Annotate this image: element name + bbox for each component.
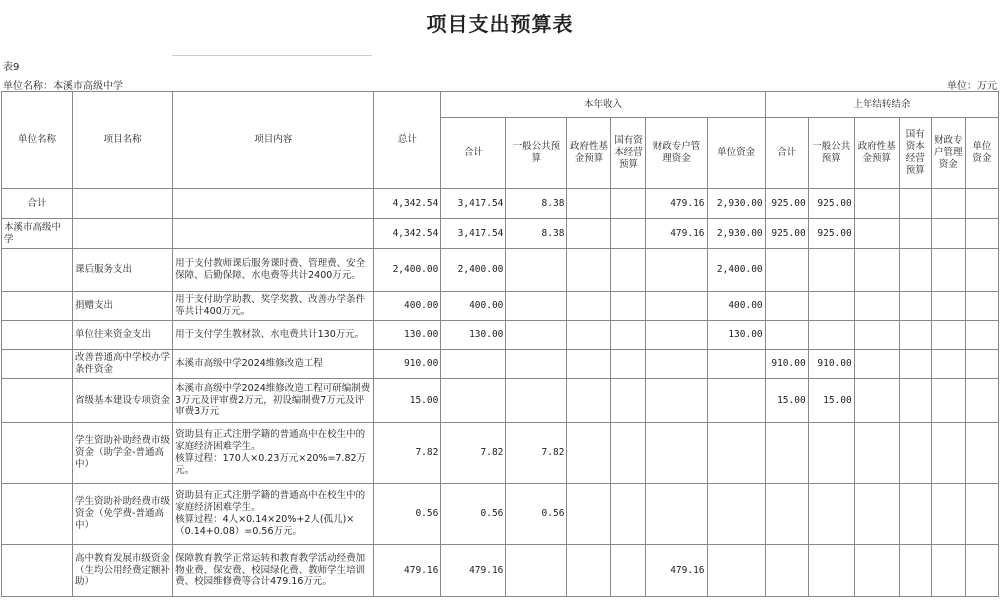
header-current-income: 本年收入 bbox=[441, 92, 765, 118]
cell-amount: 3,417.54 bbox=[441, 219, 506, 249]
cell-amount bbox=[646, 321, 707, 350]
cell-amount: 0.56 bbox=[374, 484, 441, 545]
cell-amount bbox=[611, 379, 646, 423]
cell-amount bbox=[707, 484, 765, 545]
cell-amount bbox=[611, 484, 646, 545]
cell-amount: 479.16 bbox=[646, 219, 707, 249]
cell-project-content: 用于支付教师课后服务课时费、管理费、安全保障、后勤保障、水电费等共计2400万元。 bbox=[173, 249, 374, 292]
cell-amount bbox=[567, 423, 611, 484]
cell-project-content: 本溪市高级中学2024维修改造工程 bbox=[173, 350, 374, 379]
cell-amount: 400.00 bbox=[374, 292, 441, 321]
cell-amount bbox=[765, 423, 808, 484]
cell-amount bbox=[611, 321, 646, 350]
table-row bbox=[2, 189, 999, 219]
cell-amount: 925.00 bbox=[808, 189, 854, 219]
header-sub: 单位资金 bbox=[965, 118, 998, 189]
header-project-name: 项目名称 bbox=[73, 92, 173, 189]
table-row bbox=[2, 219, 999, 249]
table-row bbox=[2, 249, 999, 292]
cell-amount bbox=[931, 423, 965, 484]
cell-amount: 400.00 bbox=[707, 292, 765, 321]
cell-project-name: 学生资助补助经费市级资金（免学费-普通高中） bbox=[73, 484, 173, 545]
cell-amount bbox=[567, 189, 611, 219]
cell-amount: 8.38 bbox=[506, 219, 567, 249]
cell-project-name: 学生资助补助经费市级资金（助学金-普通高中） bbox=[73, 423, 173, 484]
cell-amount bbox=[965, 292, 998, 321]
cell-amount bbox=[931, 350, 965, 379]
cell-amount bbox=[611, 545, 646, 597]
header-sub: 单位资金 bbox=[707, 118, 765, 189]
cell-amount bbox=[965, 189, 998, 219]
cell-amount bbox=[808, 321, 854, 350]
cell-project-content: 资助县有正式注册学籍的普通高中在校生中的家庭经济困难学生。 核算过程：170人×0.23万元×20%=7.82万元。 bbox=[173, 423, 374, 484]
cell-amount bbox=[646, 292, 707, 321]
header-sub: 合计 bbox=[765, 118, 808, 189]
cell-amount bbox=[808, 249, 854, 292]
cell-amount bbox=[965, 249, 998, 292]
cell-amount: 910.00 bbox=[765, 350, 808, 379]
cell-amount: 4,342.54 bbox=[374, 219, 441, 249]
cell-amount bbox=[854, 545, 899, 597]
cell-amount bbox=[899, 350, 931, 379]
unit-name-label: 单位名称：本溪市高级中学 bbox=[3, 81, 123, 92]
cell-unit-name bbox=[2, 249, 73, 292]
cell-amount bbox=[808, 292, 854, 321]
cell-amount bbox=[611, 350, 646, 379]
table-row bbox=[2, 379, 999, 423]
cell-amount bbox=[646, 350, 707, 379]
cell-project-name bbox=[73, 219, 173, 249]
cell-amount bbox=[854, 484, 899, 545]
cell-amount bbox=[931, 189, 965, 219]
cell-unit-name bbox=[2, 321, 73, 350]
header-total: 总计 bbox=[374, 92, 441, 189]
cell-amount bbox=[611, 292, 646, 321]
cell-amount bbox=[646, 484, 707, 545]
budget-table bbox=[1, 91, 999, 597]
cell-amount: 130.00 bbox=[441, 321, 506, 350]
cell-amount: 7.82 bbox=[374, 423, 441, 484]
header-sub: 政府性基金预算 bbox=[567, 118, 611, 189]
cell-amount bbox=[931, 321, 965, 350]
cell-amount: 400.00 bbox=[441, 292, 506, 321]
cell-amount bbox=[965, 484, 998, 545]
cell-amount bbox=[567, 321, 611, 350]
cell-unit-name bbox=[2, 484, 73, 545]
header-sub: 财政专户管理资金 bbox=[931, 118, 965, 189]
cell-amount bbox=[611, 249, 646, 292]
cell-project-content: 保障教育教学正常运转和教育教学活动经费加物业费、保安费、校园绿化费、教师学生培训费、校园维修费等合计479.16万元。 bbox=[173, 545, 374, 597]
page-title: 项目支出预算表 bbox=[426, 12, 574, 36]
header-project-content: 项目内容 bbox=[173, 92, 374, 189]
cell-unit-name bbox=[2, 292, 73, 321]
cell-amount bbox=[707, 379, 765, 423]
cell-amount bbox=[965, 321, 998, 350]
cell-amount: 910.00 bbox=[808, 350, 854, 379]
cell-amount bbox=[931, 292, 965, 321]
cell-amount: 7.82 bbox=[506, 423, 567, 484]
cell-amount bbox=[808, 545, 854, 597]
cell-amount bbox=[567, 545, 611, 597]
cell-unit-name bbox=[2, 379, 73, 423]
table-row bbox=[2, 545, 999, 597]
cell-unit-name: 本溪市高级中学 bbox=[2, 219, 73, 249]
cell-project-name: 单位往来资金支出 bbox=[73, 321, 173, 350]
cell-amount: 3,417.54 bbox=[441, 189, 506, 219]
cell-amount bbox=[506, 321, 567, 350]
cell-amount bbox=[965, 350, 998, 379]
cell-amount bbox=[899, 484, 931, 545]
cell-amount bbox=[931, 379, 965, 423]
cell-amount: 130.00 bbox=[707, 321, 765, 350]
cell-project-name: 省级基本建设专项资金 bbox=[73, 379, 173, 423]
table-row bbox=[2, 484, 999, 545]
cell-amount bbox=[965, 545, 998, 597]
cell-amount bbox=[506, 545, 567, 597]
cell-unit-name bbox=[2, 545, 73, 597]
cell-amount bbox=[854, 350, 899, 379]
cell-amount: 925.00 bbox=[765, 219, 808, 249]
cell-amount: 910.00 bbox=[374, 350, 441, 379]
cell-amount: 15.00 bbox=[374, 379, 441, 423]
cell-amount bbox=[506, 292, 567, 321]
cell-amount: 2,930.00 bbox=[707, 219, 765, 249]
cell-amount: 2,400.00 bbox=[374, 249, 441, 292]
cell-amount bbox=[765, 249, 808, 292]
cell-amount bbox=[854, 219, 899, 249]
cell-amount: 925.00 bbox=[765, 189, 808, 219]
cell-amount bbox=[808, 423, 854, 484]
cell-amount bbox=[567, 219, 611, 249]
cell-amount bbox=[965, 423, 998, 484]
cell-amount bbox=[765, 321, 808, 350]
cell-project-name: 课后服务支出 bbox=[73, 249, 173, 292]
cell-amount bbox=[899, 292, 931, 321]
cell-amount: 479.16 bbox=[646, 189, 707, 219]
cell-amount bbox=[854, 423, 899, 484]
cell-amount bbox=[854, 189, 899, 219]
cell-project-content: 用于支付学生教材款、水电费共计130万元。 bbox=[173, 321, 374, 350]
cell-amount bbox=[931, 484, 965, 545]
cell-project-content bbox=[173, 189, 374, 219]
cell-amount bbox=[899, 423, 931, 484]
cell-amount bbox=[899, 379, 931, 423]
cell-amount bbox=[765, 484, 808, 545]
header-row-1 bbox=[2, 92, 999, 118]
cell-amount bbox=[707, 350, 765, 379]
header-sub: 政府性基金预算 bbox=[854, 118, 899, 189]
table-row bbox=[2, 292, 999, 321]
cell-amount bbox=[441, 350, 506, 379]
cell-amount bbox=[899, 189, 931, 219]
table-number: 表9 bbox=[3, 62, 20, 73]
cell-amount: 15.00 bbox=[808, 379, 854, 423]
cell-amount bbox=[611, 219, 646, 249]
table-row bbox=[2, 321, 999, 350]
cell-amount bbox=[567, 350, 611, 379]
cell-project-content bbox=[173, 219, 374, 249]
cell-amount bbox=[808, 484, 854, 545]
cell-amount bbox=[854, 249, 899, 292]
cell-amount bbox=[646, 423, 707, 484]
cell-project-content: 用于支付助学助教、奖学奖教、改善办学条件等共计400万元。 bbox=[173, 292, 374, 321]
cell-amount: 8.38 bbox=[506, 189, 567, 219]
cell-amount bbox=[899, 249, 931, 292]
table-row bbox=[2, 350, 999, 379]
cell-project-name: 改善普通高中学校办学条件资金 bbox=[73, 350, 173, 379]
cell-amount bbox=[441, 379, 506, 423]
cell-amount bbox=[854, 292, 899, 321]
cell-amount: 479.16 bbox=[374, 545, 441, 597]
cell-amount bbox=[611, 423, 646, 484]
cell-unit-name bbox=[2, 350, 73, 379]
cell-amount bbox=[567, 484, 611, 545]
cell-project-content: 资助县有正式注册学籍的普通高中在校生中的家庭经济困难学生。 核算过程：4人×0.14×20%+2人(孤儿)×（0.14+0.08）=0.56万元。 bbox=[173, 484, 374, 545]
cell-amount: 15.00 bbox=[765, 379, 808, 423]
cell-amount bbox=[506, 350, 567, 379]
cell-amount bbox=[931, 219, 965, 249]
cell-amount bbox=[931, 545, 965, 597]
unit-of-measure: 单位：万元 bbox=[947, 81, 997, 92]
cell-amount bbox=[646, 379, 707, 423]
table-row bbox=[2, 423, 999, 484]
header-sub: 国有资本经营预算 bbox=[899, 118, 931, 189]
header-sub: 国有资本经营预算 bbox=[611, 118, 646, 189]
cell-amount bbox=[506, 379, 567, 423]
header-carryover: 上年结转结余 bbox=[765, 92, 998, 118]
cell-project-name: 捐赠支出 bbox=[73, 292, 173, 321]
cell-unit-name: 合计 bbox=[2, 189, 73, 219]
cell-amount bbox=[707, 423, 765, 484]
cell-amount bbox=[611, 189, 646, 219]
cell-amount bbox=[899, 545, 931, 597]
cell-amount: 0.56 bbox=[506, 484, 567, 545]
cell-amount bbox=[854, 379, 899, 423]
header-unit-name: 单位名称 bbox=[2, 92, 73, 189]
cell-amount: 925.00 bbox=[808, 219, 854, 249]
cell-amount bbox=[567, 292, 611, 321]
cell-unit-name bbox=[2, 423, 73, 484]
cell-amount: 2,930.00 bbox=[707, 189, 765, 219]
cell-amount bbox=[707, 545, 765, 597]
cell-amount bbox=[765, 292, 808, 321]
cell-amount bbox=[506, 249, 567, 292]
cell-amount: 4,342.54 bbox=[374, 189, 441, 219]
cell-amount bbox=[899, 219, 931, 249]
cell-amount: 2,400.00 bbox=[707, 249, 765, 292]
cell-project-name: 高中教育发展市级资金（生均公用经费定额补助） bbox=[73, 545, 173, 597]
cell-amount: 2,400.00 bbox=[441, 249, 506, 292]
cell-amount bbox=[765, 545, 808, 597]
cell-amount bbox=[899, 321, 931, 350]
divider bbox=[172, 55, 372, 56]
header-sub: 一般公共预算 bbox=[808, 118, 854, 189]
cell-amount: 0.56 bbox=[441, 484, 506, 545]
cell-amount: 479.16 bbox=[441, 545, 506, 597]
cell-amount bbox=[931, 249, 965, 292]
header-sub: 财政专户管理资金 bbox=[646, 118, 707, 189]
cell-amount bbox=[965, 379, 998, 423]
header-sub: 合计 bbox=[441, 118, 506, 189]
cell-amount bbox=[567, 379, 611, 423]
cell-project-name bbox=[73, 189, 173, 219]
cell-amount bbox=[646, 249, 707, 292]
cell-amount bbox=[854, 321, 899, 350]
cell-amount bbox=[965, 219, 998, 249]
cell-amount: 7.82 bbox=[441, 423, 506, 484]
cell-amount bbox=[567, 249, 611, 292]
cell-project-content: 本溪市高级中学2024维修改造工程可研编制费3万元及评审费2万元，初设编制费7万元及评审费3万元 bbox=[173, 379, 374, 423]
header-sub: 一般公共预算 bbox=[506, 118, 567, 189]
cell-amount: 479.16 bbox=[646, 545, 707, 597]
cell-amount: 130.00 bbox=[374, 321, 441, 350]
